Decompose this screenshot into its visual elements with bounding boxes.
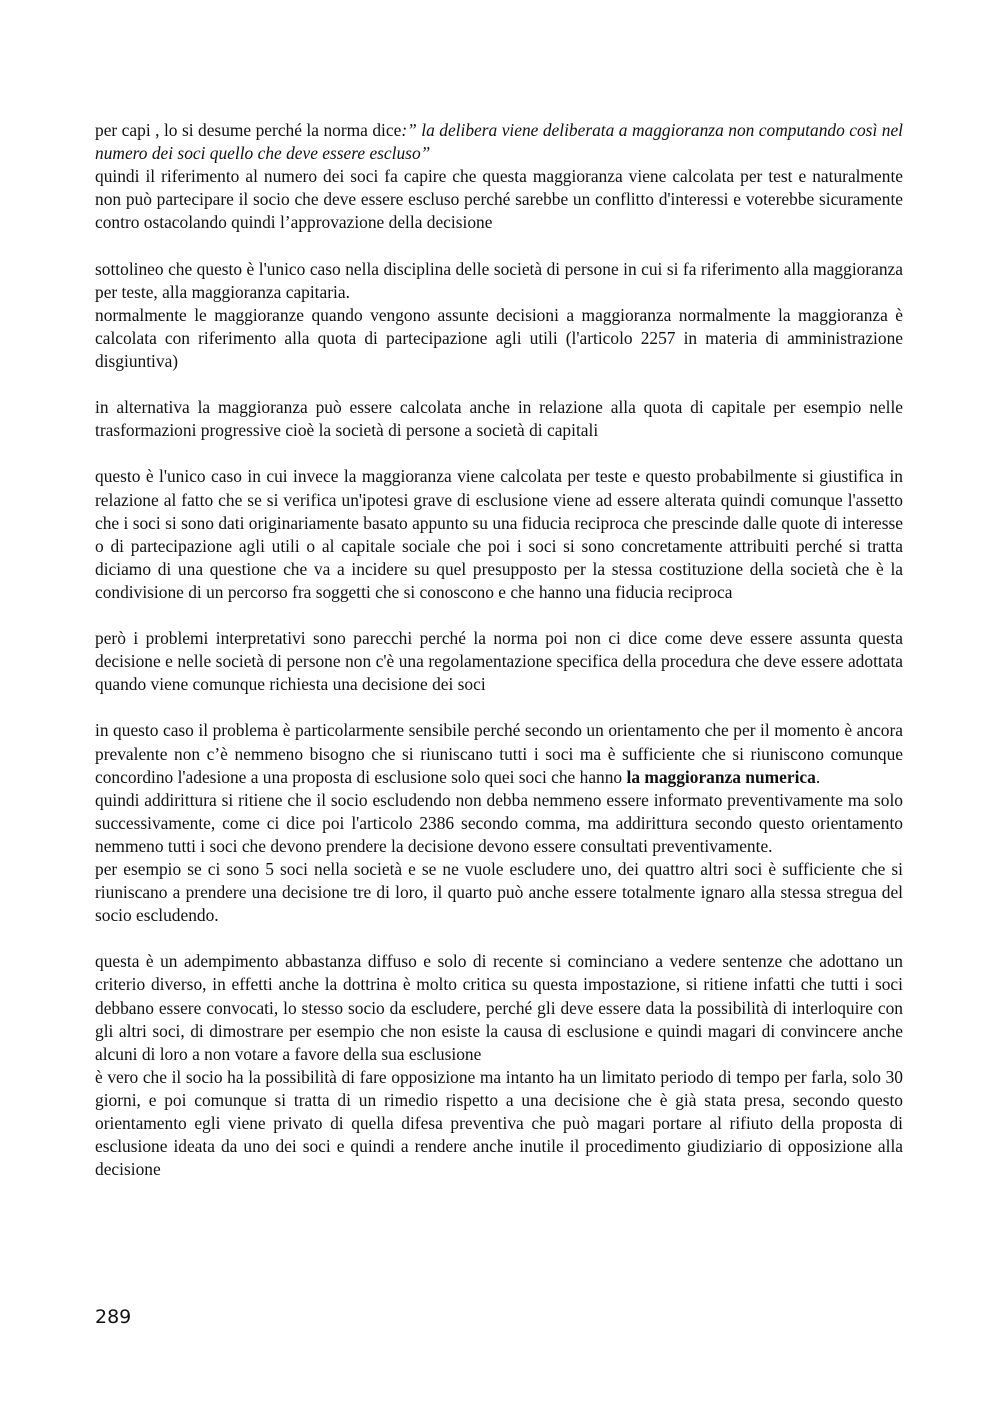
paragraph-text: è vero che il socio ha la possibilità di fare opposizione ma intanto ha un limitato periodo di tempo per farla, solo 30 giorni, e poi comunque si tratta di un rimedio rispetto a una decisione che è già stata presa, secondo questo orientamento egli viene privato di quella difesa preventiva che può magari portare al rifiuto della proposta di esclusione ideata da uno dei soci e quindi a rendere anche inutile il procedimento giudiziario di opposizione alla decisione: [95, 1066, 903, 1180]
paragraph: [95, 165, 903, 234]
paragraph-text: in alternativa la maggioranza può essere calcolata anche in relazione alla quota di capitale per esempio nelle trasformazioni progressive cioè la società di persone a società di capitali: [95, 397, 903, 441]
paragraph: [95, 304, 903, 373]
italic-quote: :” la delibera viene deliberata a maggioranza non computando così nel numero dei soci quello che deve essere escluso”: [95, 120, 903, 164]
paragraph-text: normalmente le maggioranze quando vengono assunte decisioni a maggioranza normalmente la maggioranza è calcolata con riferimento alla quota di partecipazione agli utili (l'articolo 2257 in materia di amministrazione disgiuntiva): [95, 304, 903, 371]
bold-text: la maggioranza numerica: [626, 766, 816, 787]
paragraph-text: sottolineo che questo è l'unico caso nella disciplina delle società di persone in cui si fa riferimento alla maggioranza per teste, alla maggioranza capitaria.: [95, 258, 903, 302]
paragraph: [95, 719, 903, 788]
paragraph: [95, 858, 903, 927]
paragraph: [95, 950, 903, 1065]
paragraph-text: per capi , lo si desume perché la norma dice: [95, 120, 402, 140]
paragraph-text: in questo caso il problema è particolarmente sensibile perché secondo un orientamento che per il momento è ancora prevalente non c’è nemmeno bisogno che si riuniscano tutti i soci ma è sufficiente che si riuniscono comunque concordino l'adesione a una proposta di esclusione solo quei soci che hanno: [95, 720, 903, 787]
paragraph: [95, 627, 903, 696]
paragraph-text: questo è l'unico caso in cui invece la maggioranza viene calcolata per teste e questo probabilmente si giustifica in relazione al fatto che se si verifica un'ipotesi grave di esclusione viene ad essere alterata quindi comunque l'assetto che i soci si sono dati originariamente basato appunto su una fiducia reciproca che prescinde dalle quote di interesse o di partecipazione agli utili o al capitale sociale che poi i soci si sono concretamente attribuiti perché si tratta diciamo di una questione che va a incidere su quel presupposto per la stessa costituzione della società che è la condivisione di un percorso fra soggetti che si conoscono e che hanno una fiducia reciproca: [95, 466, 903, 602]
page-number: 289: [95, 1306, 132, 1328]
paragraph-text: .: [815, 766, 821, 787]
paragraph-text: per esempio se ci sono 5 soci nella società e se ne vuole escludere uno, dei quattro altri soci è sufficiente che si riuniscano a prendere una decisione tre di loro, il quarto può anche essere totalmente ignaro alla stessa stregua del socio escludendo.: [95, 859, 903, 926]
paragraph: [95, 789, 903, 858]
paragraph: [95, 1066, 903, 1181]
paragraph-text: quindi il riferimento al numero dei soci fa capire che questa maggioranza viene calcolata per test e naturalmente non può partecipare il socio che deve essere escluso perché sarebbe un conflitto d'interessi e voterebbe sicuramente contro ostacolando quindi l’approvazione della decisione: [95, 166, 903, 233]
paragraph-text: però i problemi interpretativi sono parecchi perché la norma poi non ci dice come deve essere assunta questa decisione e nelle società di persone non c'è una regolamentazione specifica della procedura che deve essere adottata quando viene comunque richiesta una decisione dei soci: [95, 628, 903, 695]
document-body: [95, 119, 903, 1181]
paragraph: [95, 396, 903, 442]
paragraph: [95, 119, 903, 165]
paragraph: [95, 465, 903, 604]
paragraph-text: questa è un adempimento abbastanza diffuso e solo di recente si cominciano a vedere sentenze che adottano un criterio diverso, in effetti anche la dottrina è molto critica su questa impostazione, si ritiene infatti che tutti i soci debbano essere convocati, lo stesso socio da escludere, perché gli deve essere data la possibilità di interloquire con gli altri soci, di dimostrare per esempio che non esiste la causa di esclusione e quindi magari di convincere anche alcuni di loro a non votare a favore della sua esclusione: [95, 951, 903, 1064]
paragraph-text: quindi addirittura si ritiene che il socio escludendo non debba nemmeno essere informato preventivamente ma solo successivamente, come ci dice poi l'articolo 2386 secondo comma, ma addirittura secondo questo orientamento nemmeno tutti i soci che devono prendere la decisione devono essere consultati preventivamente.: [95, 789, 903, 856]
paragraph: [95, 258, 903, 304]
